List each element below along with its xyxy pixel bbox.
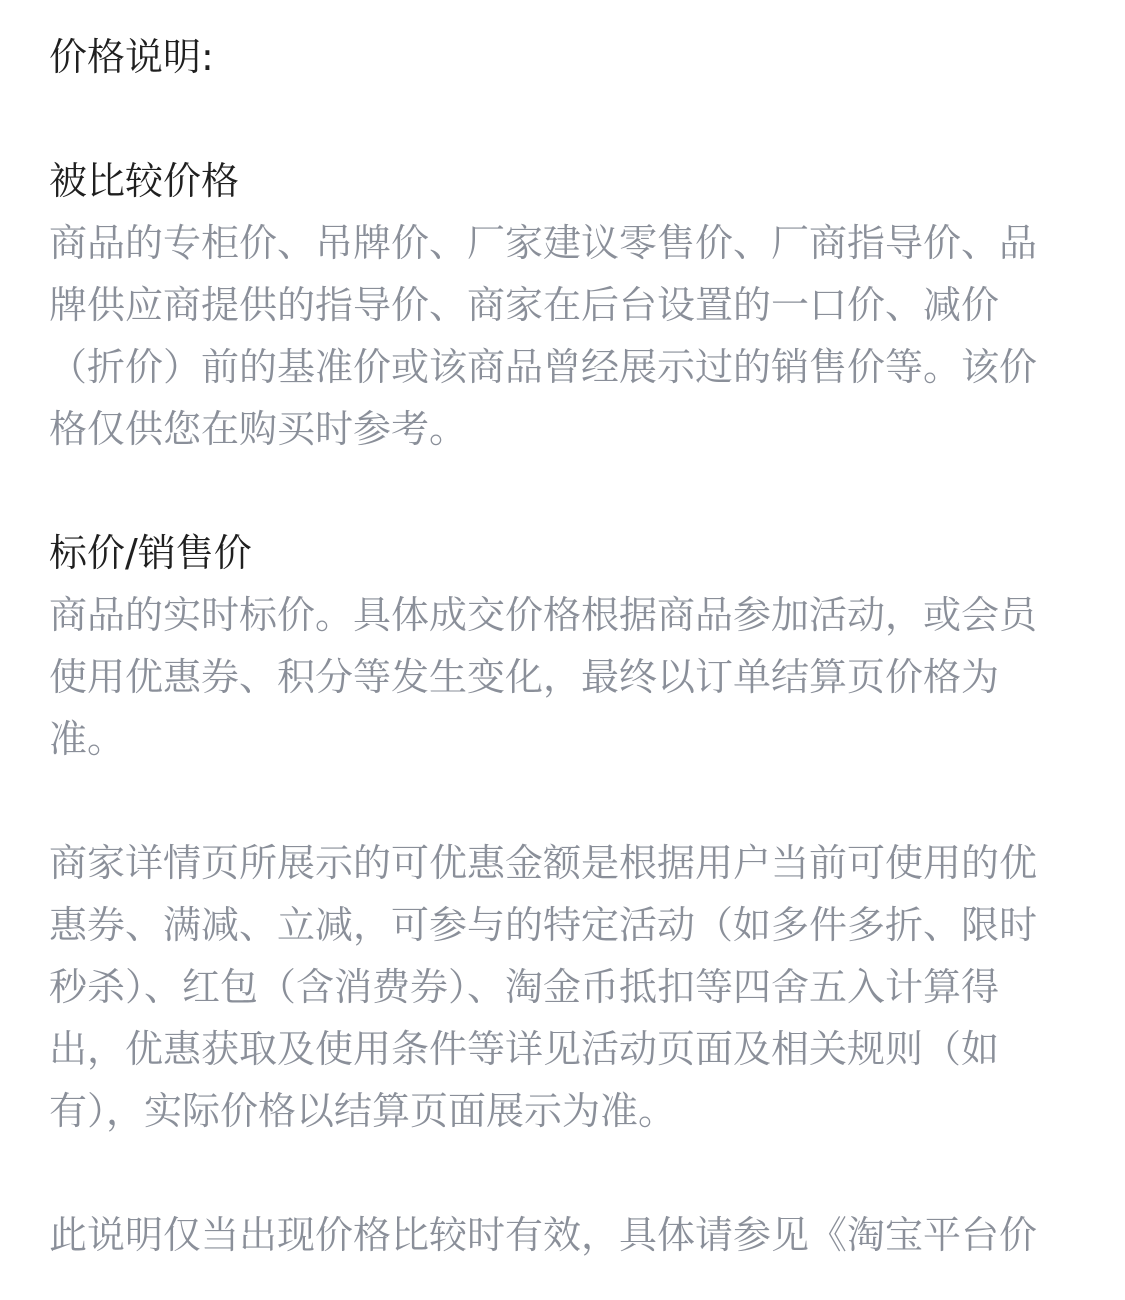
section-body-validity-note: 此说明仅当出现价格比较时有效，具体请参见《淘宝平台价 — [49, 1213, 1038, 1257]
section-validity-note — [49, 1204, 1069, 1266]
section-heading-list-price: 标价/销售价 — [49, 531, 252, 575]
section-list-price — [49, 522, 1069, 770]
price-explanation-page — [49, 26, 1069, 1266]
section-body-discount-amount: 商家详情页所展示的可优惠金额是根据用户当前可使用的优惠券、满减、立减，可参与的特定活动（如多件多折、限时秒杀）、红包（含消费券）、淘金币抵扣等四舍五入计算得出，优惠获取及使用条件等详见活动页面及相关规则（如有），实际价格以结算页面展示为准。 — [49, 841, 1038, 1133]
section-discount-amount — [49, 832, 1069, 1142]
section-body-list-price: 商品的实时标价。具体成交价格根据商品参加活动，或会员使用优惠券、积分等发生变化，最终以订单结算页价格为准。 — [49, 593, 1038, 761]
page-title: 价格说明: — [49, 35, 214, 79]
section-body-compared-price: 商品的专柜价、吊牌价、厂家建议零售价、厂商指导价、品牌供应商提供的指导价、商家在后台设置的一口价、减价（折价）前的基准价或该商品曾经展示过的销售价等。该价格仅供您在购买时参考。 — [49, 221, 1038, 451]
section-compared-price — [49, 150, 1069, 460]
section-heading-compared-price: 被比较价格 — [49, 159, 240, 203]
